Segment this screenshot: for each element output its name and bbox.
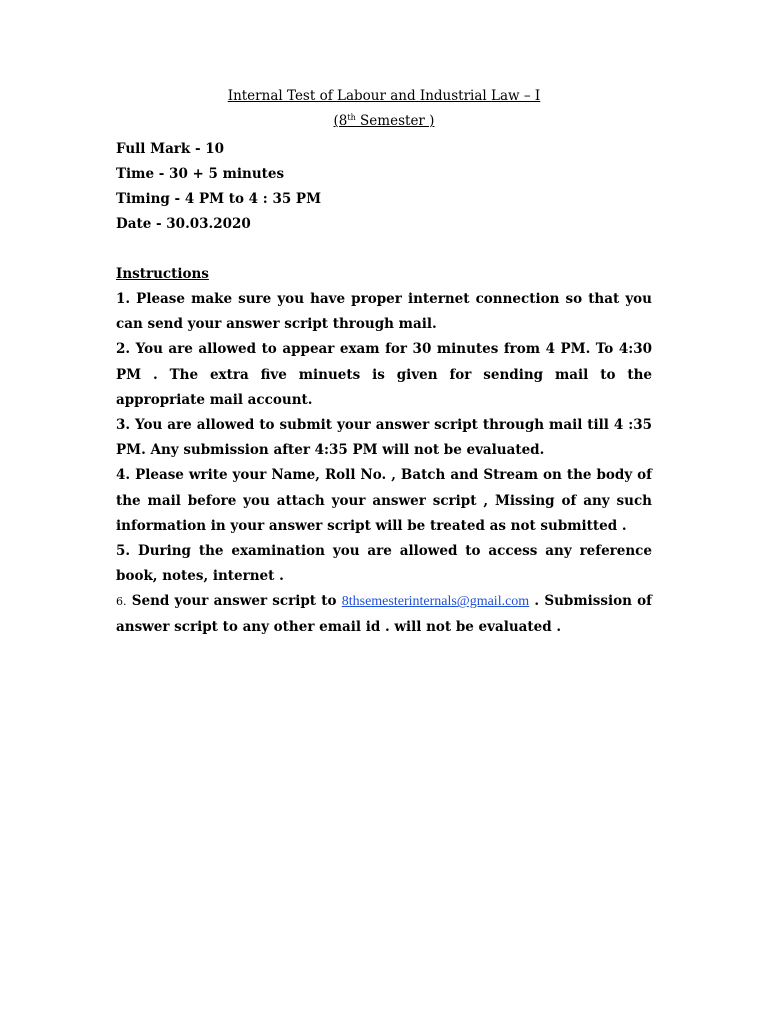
document-subtitle [116,113,652,130]
date: Date - 30.03.2020 [116,216,251,232]
instruction-item: 5. During the examination you are allowed to access any reference book, notes, internet . [116,543,652,585]
instruction-text-before: Send your answer script to [126,593,342,610]
instruction-item: 3. You are allowed to submit your answer script through mail till 4 :35 PM. Any submission after 4:35 PM will not be evaluated. [116,417,652,459]
subtitle-open: (8 [333,113,348,129]
instruction-item-email [116,589,652,639]
instruction-item: 4. Please write your Name, Roll No. , Batch and Stream on the body of the mail before you attach your answer script , Missing of any such information in your answer script will be treated as not submitted . [116,467,652,534]
timing: Timing - 4 PM to 4 : 35 PM [116,191,322,207]
instructions-heading: Instructions [116,266,209,282]
subtitle-rest: Semester ) [355,113,435,129]
subtitle-superscript: th [347,113,356,122]
instruction-item: 1. Please make sure you have proper internet connection so that you can send your answer script through mail. [116,291,652,333]
full-mark: Full Mark - 10 [116,141,225,157]
instruction-item: 2. You are allowed to appear exam for 30 minutes from 4 PM. To 4:30 PM . The extra five minuets is given for sending mail to the appropriate mail account. [116,341,652,408]
instruction-text-after: . Submission of answer script to any other email id . will not be evaluated . [116,593,652,635]
time: Time - 30 + 5 minutes [116,166,285,182]
exam-meta [116,137,652,237]
instruction-number: 6. [116,595,127,609]
document-title: Internal Test of Labour and Industrial Law – I [227,88,541,104]
instructions-list [116,287,652,640]
email-link[interactable]: 8thsemesterinternals@gmail.com [341,594,530,610]
document-page [116,88,652,640]
